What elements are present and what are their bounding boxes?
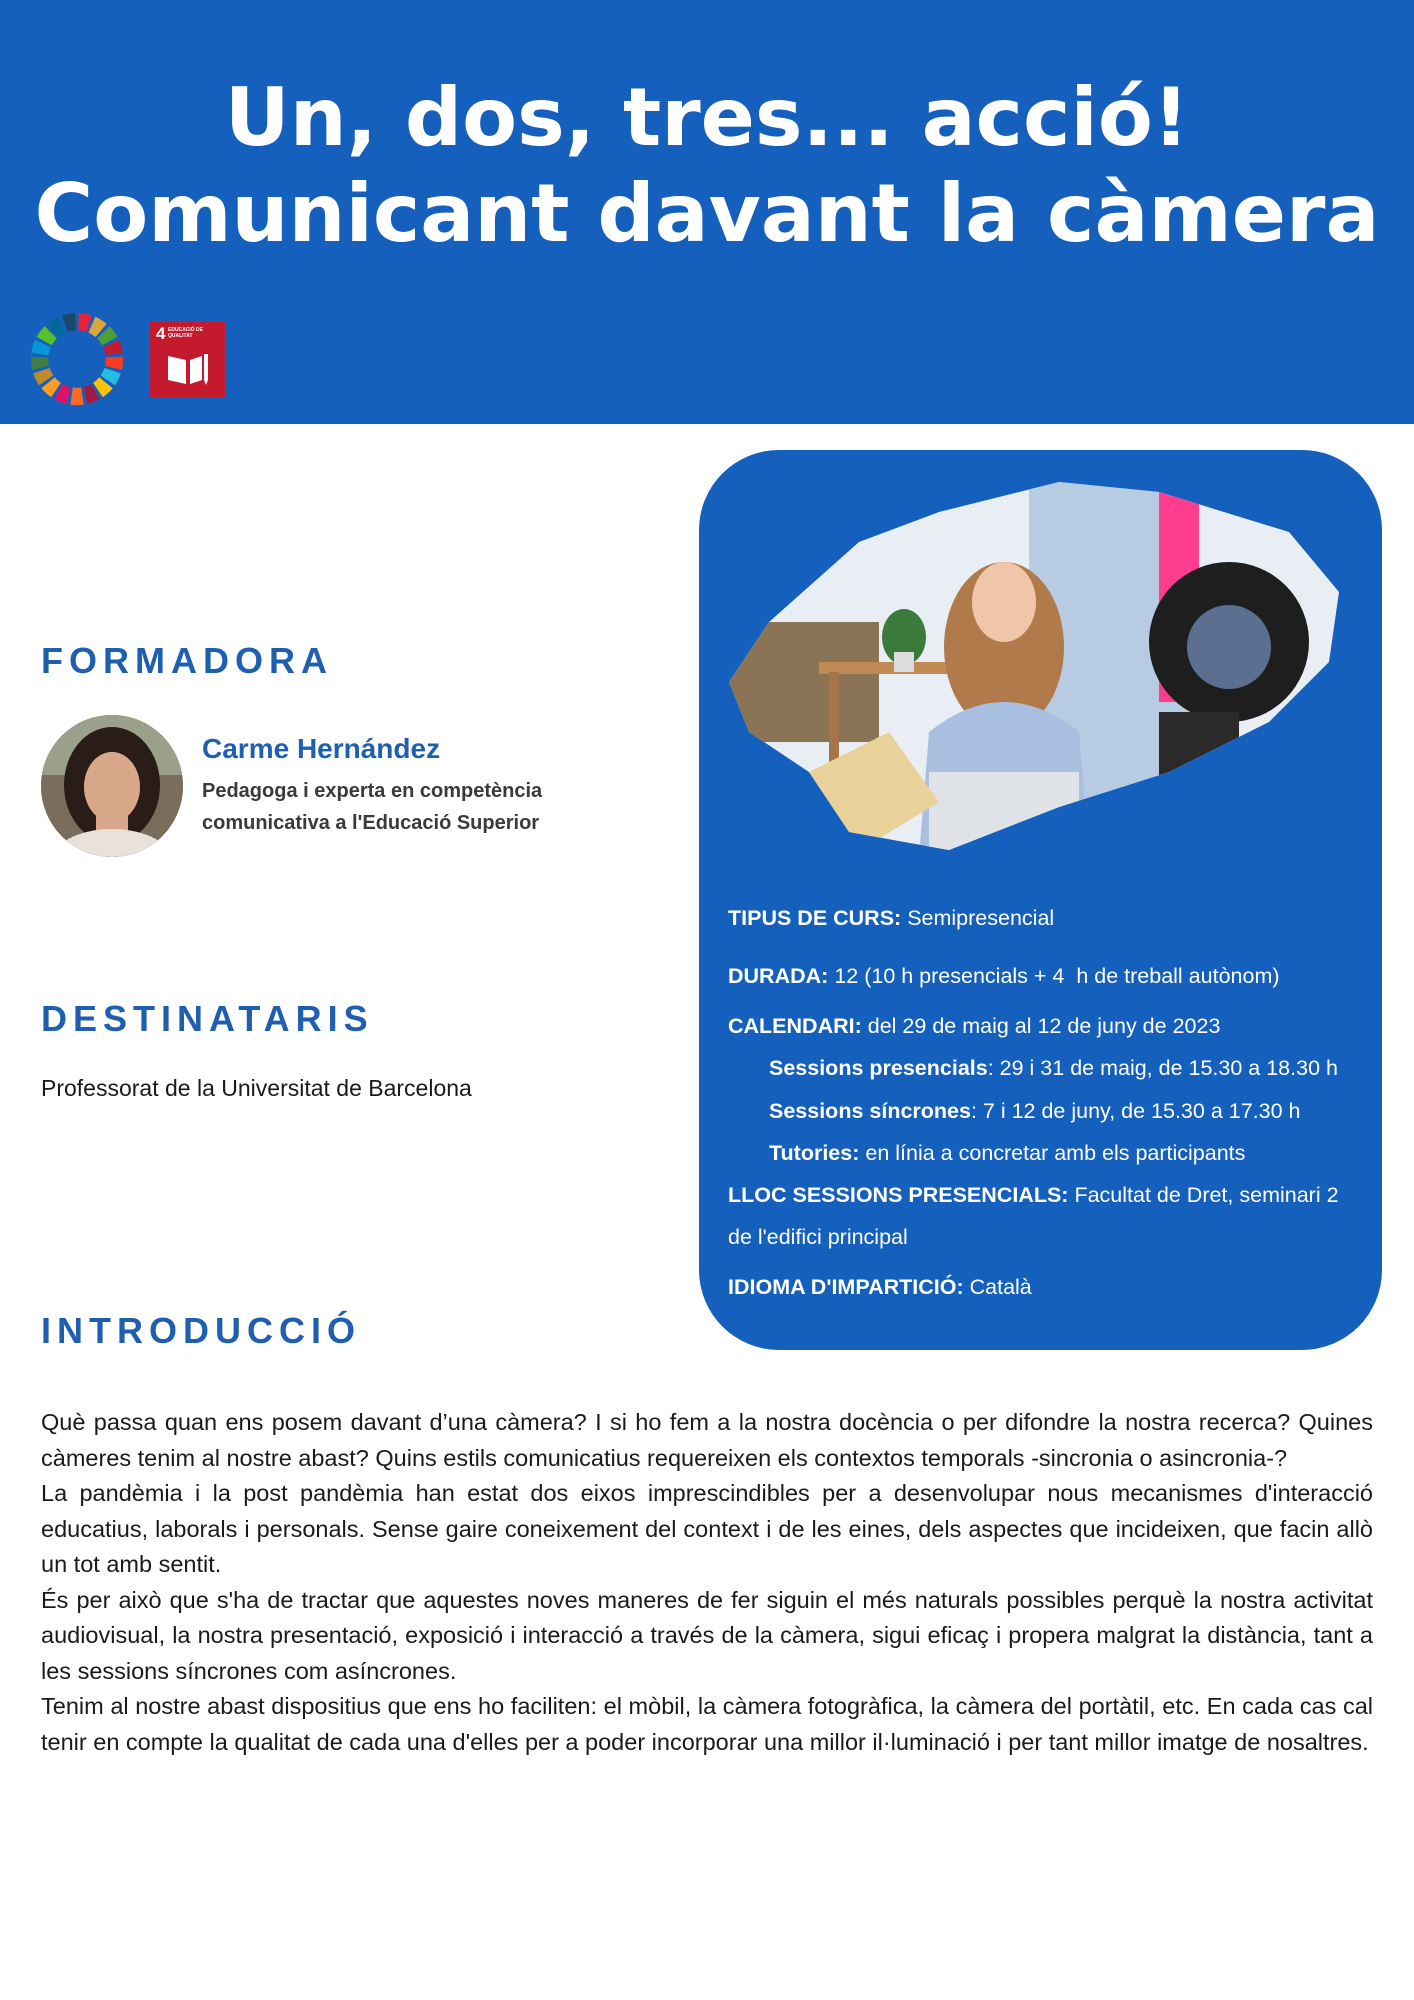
intro-body bbox=[41, 1405, 1373, 1760]
session-sincrona-value: : 7 i 12 de juny, de 15.30 a 17.30 h bbox=[970, 1099, 1301, 1123]
session-presencial-value: : 29 i 31 de maig, de 15.30 a 18.30 h bbox=[987, 1056, 1338, 1080]
course-type-value: Semipresencial bbox=[907, 906, 1055, 930]
course-photo bbox=[729, 472, 1359, 857]
intro-paragraph: Què passa quan ens posem davant d’una càmera? I si ho fem a la nostra docència o per difondre la nostra recerca? Quines càmeres tenim al nostre abast? Quins estils comunicatius requereixen els contextos temporals -sincronia o asincronia-? bbox=[41, 1409, 1373, 1471]
course-place-label: LLOC SESSIONS PRESENCIALS: bbox=[728, 1183, 1069, 1207]
intro-paragraph: La pandèmia i la post pandèmia han estat dos eixos imprescindibles per a desenvolupar nous mecanismes d'interacció educatius, laborals i personals. Sense gaire coneixement del context i de les eines, dels aspectes que incideixen, que facin allò un tot amb sentit. bbox=[41, 1480, 1373, 1577]
course-place bbox=[728, 1183, 1339, 1208]
course-duration bbox=[728, 964, 1280, 989]
course-language-label: IDIOMA D'IMPARTICIÓ: bbox=[728, 1275, 964, 1299]
session-presencial-label: Sessions presencials bbox=[769, 1056, 988, 1080]
trainer-avatar bbox=[41, 715, 183, 857]
course-language-value: Català bbox=[969, 1275, 1032, 1299]
course-type bbox=[728, 906, 1054, 931]
page-title bbox=[0, 70, 1414, 262]
title-line-1: Un, dos, tres... acció! bbox=[224, 71, 1190, 164]
trainer-role: Pedagoga i experta en competència comunicativa a l'Educació Superior bbox=[202, 780, 543, 834]
course-duration-label: DURADA: bbox=[728, 964, 829, 988]
audience-text: Professorat de la Universitat de Barcelona bbox=[41, 1075, 472, 1101]
sdg-wheel-segment bbox=[105, 357, 123, 370]
sdg-wheel-segment bbox=[78, 313, 92, 332]
sdg-wheel-segment bbox=[70, 387, 83, 405]
sdg-wheel-segment bbox=[31, 357, 49, 370]
sdg-goal-number: 4 bbox=[156, 324, 166, 343]
intro-paragraph: Tenim al nostre abast dispositius que ens ho faciliten: el mòbil, la càmera fotogràfica, la càmera del portàtil, etc. En cada cas cal tenir en compte la qualitat de cada una d'elles per a poder incorporar una millor il·luminació i per tant millor imatge de nosaltres. bbox=[41, 1693, 1373, 1755]
session-tutories-label: Tutories: bbox=[769, 1141, 860, 1165]
open-book-icon bbox=[166, 350, 210, 386]
course-duration-value: 12 (10 h presencials + 4 h de treball autònom) bbox=[834, 964, 1280, 988]
intro-heading: INTRODUCCIÓ bbox=[41, 1310, 361, 1351]
intro-paragraph: És per això que s'ha de tractar que aquestes noves maneres de fer siguin el més naturals possibles perquè la nostra activitat audiovisual, la nostra presentació, exposició i interacció a través de la càmera, sigui eficaç i propera malgrat la distància, tant a les sessions síncrones com asíncrones. bbox=[41, 1586, 1373, 1684]
title-line-2: Comunicant davant la càmera bbox=[34, 167, 1380, 260]
sdg-goal-label: EDUCACIÓ DE QUALITAT bbox=[168, 327, 204, 339]
header-banner bbox=[0, 0, 1414, 424]
audience-heading: DESTINATARIS bbox=[41, 998, 374, 1039]
course-type-label: TIPUS DE CURS: bbox=[728, 906, 902, 930]
sdg-wheel-segment bbox=[62, 313, 76, 332]
session-sincrona bbox=[769, 1099, 1300, 1124]
sdg-goal-4-icon bbox=[150, 322, 225, 397]
course-calendar-label: CALENDARI: bbox=[728, 1014, 862, 1038]
course-calendar-value: del 29 de maig al 12 de juny de 2023 bbox=[867, 1014, 1221, 1038]
session-presencial bbox=[769, 1056, 1338, 1081]
course-calendar bbox=[728, 1014, 1220, 1039]
session-tutories-value: en línia a concretar amb els participants bbox=[865, 1141, 1246, 1165]
course-language bbox=[728, 1275, 1032, 1300]
session-tutories bbox=[769, 1141, 1245, 1166]
course-place-value: Facultat de Dret, seminari 2 bbox=[1074, 1183, 1339, 1207]
course-info-card bbox=[699, 450, 1382, 1350]
trainer-heading: FORMADORA bbox=[41, 640, 333, 681]
sdg-wheel-icon bbox=[29, 311, 125, 407]
trainer-name: Carme Hernández bbox=[202, 733, 441, 764]
course-place-line2: de l'edifici principal bbox=[728, 1225, 908, 1249]
session-sincrona-label: Sessions síncrones bbox=[769, 1099, 971, 1123]
